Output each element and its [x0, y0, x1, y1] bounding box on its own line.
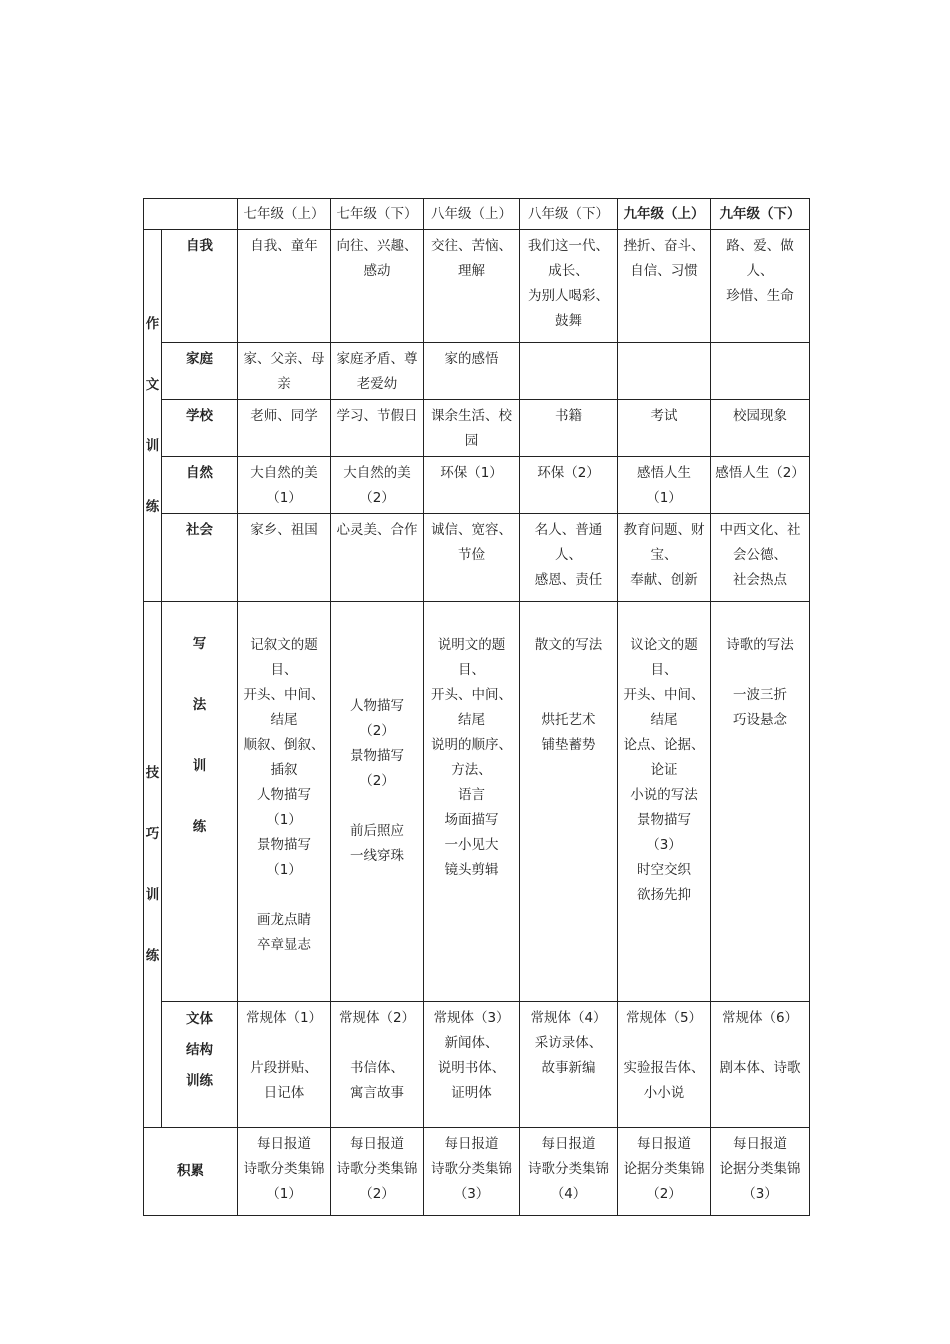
cell-content: [238, 400, 330, 431]
genre-structure-cell: [238, 1002, 331, 1128]
genre-structure-label: [162, 1002, 238, 1128]
cell-line: 每日报道: [541, 1136, 596, 1152]
cell-content: [711, 230, 809, 311]
cell-line: 烘托艺术: [541, 712, 596, 728]
cell-line: （1）: [646, 490, 682, 506]
cell-content: [331, 343, 423, 399]
writing-method-cell: [424, 602, 520, 1002]
label-char: 训练: [186, 1073, 213, 1089]
cell-line: 家的感悟: [444, 351, 499, 367]
cell-content: [618, 400, 710, 431]
cell-content: [238, 1002, 330, 1108]
cell-line: 日记体: [263, 1085, 305, 1101]
cell-content: [618, 457, 710, 513]
cell-line: （1）: [266, 490, 302, 506]
cell-line: （1）: [266, 812, 302, 828]
writing-method-cell: [520, 602, 618, 1002]
cell-content: [331, 1128, 423, 1209]
topic-cell: [711, 514, 810, 602]
cell-line: 会公德、: [733, 547, 787, 563]
cell-line: 社会热点: [733, 572, 787, 588]
cell-line: 人物描写: [257, 787, 311, 803]
topic-cell: [711, 230, 810, 343]
cell-content: [711, 400, 809, 431]
cell-content: [424, 343, 519, 374]
topic-cell: [331, 400, 424, 457]
cell-line: 环保（2）: [537, 465, 600, 481]
cell-line: 方法、: [451, 762, 492, 778]
cell-line: 目、: [650, 662, 678, 678]
cell-content: [520, 602, 617, 760]
composition-section-title: [144, 230, 162, 602]
cell-line: 园: [464, 433, 479, 449]
cell-line: 节俭: [458, 547, 485, 563]
cell-line: 自我、童年: [250, 238, 318, 254]
cell-content: [331, 230, 423, 286]
cell-line: 目、: [270, 662, 298, 678]
cell-line: 镜头剪辑: [444, 862, 499, 878]
cell-line: [521, 658, 616, 683]
cell-line: [332, 1031, 422, 1056]
label-char: 结构: [186, 1042, 213, 1058]
genre-structure-cell: [711, 1002, 810, 1128]
cell-line: [619, 1031, 709, 1056]
cell-line: （2）: [359, 723, 395, 739]
cell-line: 成长、: [548, 263, 589, 279]
cell-line: 校园现象: [733, 408, 787, 424]
cell-content: [618, 1128, 710, 1209]
label-char: 法: [192, 697, 207, 713]
cell-line: （3）: [742, 1186, 778, 1202]
composition-row: [144, 343, 810, 400]
cell-line: 一波三折: [733, 687, 787, 703]
cell-line: 名人、普通: [534, 522, 603, 538]
topic-cell: [331, 514, 424, 602]
section-title-char: 练: [145, 947, 160, 964]
cell-line: 议论文的题: [630, 637, 698, 653]
cell-line: 诗歌分类集锦: [243, 1161, 325, 1177]
cell-content: [520, 230, 617, 336]
cell-content: [424, 1128, 519, 1209]
grade-9a: 九年级（上）: [618, 199, 711, 230]
cell-line: 感恩、责任: [534, 572, 603, 588]
cell-content: [618, 230, 710, 286]
cell-content: [520, 1128, 617, 1209]
cell-content: [238, 1128, 330, 1209]
cell-content: [618, 1002, 710, 1108]
cell-line: 路、爱、做: [726, 238, 794, 254]
cell-line: （2）: [359, 490, 395, 506]
genre-structure-row: [144, 1002, 810, 1128]
cell-content: [424, 457, 519, 488]
cell-line: 语言: [458, 787, 485, 803]
topic-cell: [520, 514, 618, 602]
cell-line: 我们这一代、: [528, 238, 609, 254]
grade-8b: 八年级（下）: [520, 199, 618, 230]
cell-line: 常规体（3）: [433, 1010, 510, 1026]
cell-content: [238, 230, 330, 261]
genre-structure-cell: [331, 1002, 424, 1128]
topic-cell: [238, 514, 331, 602]
cell-content: [331, 1002, 423, 1108]
cell-line: 开头、中间、: [623, 687, 705, 703]
grade-8a: 八年级（上）: [424, 199, 520, 230]
cell-line: [332, 794, 422, 819]
table-body: [144, 199, 810, 1216]
writing-method-cell: [618, 602, 711, 1002]
cell-content: [331, 602, 423, 871]
cell-line: （3）: [646, 837, 682, 853]
cell-content: [618, 343, 710, 349]
accumulation-label: [144, 1128, 238, 1216]
cell-content: [238, 343, 330, 399]
cell-line: 老师、同学: [250, 408, 318, 424]
accumulation-cell: [238, 1128, 331, 1216]
cell-line: 理解: [458, 263, 485, 279]
cell-content: [424, 602, 519, 885]
grade-7a: 七年级（上）: [238, 199, 331, 230]
grade-9b: 九年级（下）: [711, 199, 810, 230]
cell-line: [239, 883, 329, 908]
cell-line: 论点、论据、: [623, 737, 705, 753]
topic-cell: [424, 230, 520, 343]
cell-line: 片段拼贴、: [250, 1060, 318, 1076]
cell-line: 自信、习惯: [630, 263, 698, 279]
cell-line: 时空交织: [637, 862, 691, 878]
cell-line: 诗歌的写法: [726, 637, 794, 653]
cell-line: 证明体: [451, 1085, 492, 1101]
genre-structure-cell: [520, 1002, 618, 1128]
topic-cell: [424, 514, 520, 602]
cell-content: [424, 400, 519, 456]
cell-line: 每日报道: [733, 1136, 787, 1152]
cell-content: [520, 343, 617, 349]
cell-line: [239, 1031, 329, 1056]
cell-content: [238, 514, 330, 545]
cell-line: 一小见大: [444, 837, 499, 853]
cell-line: 常规体（4）: [530, 1010, 607, 1026]
topic-cell: [331, 230, 424, 343]
accumulation-row: [144, 1128, 810, 1216]
cell-line: 大自然的美: [343, 465, 411, 481]
cell-line: 诗歌分类集锦: [431, 1161, 512, 1177]
cell-line: 考试: [650, 408, 678, 424]
topic-label-text: 家庭: [186, 351, 213, 367]
topic-label: [162, 230, 238, 343]
cell-line: 每日报道: [444, 1136, 499, 1152]
accumulation-cell: [520, 1128, 618, 1216]
topic-cell: [331, 457, 424, 514]
cell-line: 中西文化、社: [719, 522, 801, 538]
cell-content: [331, 514, 423, 545]
cell-content: [520, 514, 617, 595]
header-row: [144, 199, 810, 230]
cell-line: 每日报道: [350, 1136, 404, 1152]
cell-line: 说明的顺序、: [431, 737, 512, 753]
label-char: 练: [192, 819, 207, 835]
cell-line: （1）: [266, 1186, 302, 1202]
cell-content: [424, 1002, 519, 1108]
cell-line: 交往、苦恼、: [431, 238, 512, 254]
cell-content: [711, 514, 809, 595]
cell-line: 家庭矛盾、尊: [336, 351, 418, 367]
cell-line: 家、父亲、母: [243, 351, 325, 367]
topic-cell: [711, 343, 810, 400]
cell-line: 家乡、祖国: [250, 522, 318, 538]
cell-content: [331, 400, 423, 431]
composition-row: [144, 457, 810, 514]
grade-7b: 七年级（下）: [331, 199, 424, 230]
cell-line: 人物描写: [350, 698, 404, 714]
cell-line: [712, 658, 808, 683]
cell-line: 散文的写法: [534, 637, 603, 653]
cell-line: 寓言故事: [350, 1085, 404, 1101]
cell-line: 目、: [458, 662, 485, 678]
topic-label-text: 社会: [186, 522, 213, 538]
cell-line: （2）: [359, 773, 395, 789]
cell-line: 书信体、: [350, 1060, 404, 1076]
cell-content: [711, 1002, 809, 1083]
cell-line: 论证: [650, 762, 678, 778]
label-char: 文体: [186, 1011, 213, 1027]
topic-cell: [618, 343, 711, 400]
cell-content: [711, 457, 809, 488]
cell-content: [424, 514, 519, 570]
cell-content: [711, 602, 809, 735]
writing-method-label: [162, 602, 238, 1002]
cell-line: 感悟人生（2）: [715, 465, 805, 481]
cell-line: （2）: [646, 1186, 682, 1202]
cell-line: 诗歌分类集锦: [336, 1161, 418, 1177]
cell-line: 感动: [363, 263, 391, 279]
topic-cell: [238, 400, 331, 457]
topic-cell: [520, 230, 618, 343]
cell-line: 欲扬先抑: [637, 887, 691, 903]
cell-line: 景物描写: [350, 748, 404, 764]
topic-cell: [331, 343, 424, 400]
writing-method-cell: [331, 602, 424, 1002]
cell-line: 场面描写: [444, 812, 499, 828]
cell-line: 一线穿珠: [350, 848, 404, 864]
cell-line: 开头、中间、: [431, 687, 512, 703]
cell-content: [618, 514, 710, 595]
cell-line: 画龙点睛: [257, 912, 311, 928]
section-title-char: 练: [145, 498, 160, 515]
topic-cell: [238, 457, 331, 514]
cell-line: 小说的写法: [630, 787, 698, 803]
cell-line: 卒章显志: [257, 937, 311, 953]
topic-label: [162, 514, 238, 602]
section-title-char: 训: [145, 886, 160, 903]
cell-line: （2）: [359, 1186, 395, 1202]
cell-line: 采访录体、: [534, 1035, 603, 1051]
accumulation-cell: [331, 1128, 424, 1216]
cell-content: [238, 602, 330, 960]
topic-cell: [520, 343, 618, 400]
cell-line: 环保（1）: [440, 465, 503, 481]
cell-line: 宝、: [650, 547, 678, 563]
topic-label-text: 学校: [186, 408, 213, 424]
cell-line: 为别人喝彩、: [528, 288, 609, 304]
writing-method-cell: [238, 602, 331, 1002]
cell-line: 人、: [555, 547, 582, 563]
writing-method-row: [144, 602, 810, 1002]
topic-label: [162, 457, 238, 514]
cell-line: 论据分类集锦: [623, 1161, 705, 1177]
cell-line: 学习、节假日: [336, 408, 418, 424]
composition-row: [144, 514, 810, 602]
cell-line: 每日报道: [637, 1136, 691, 1152]
cell-line: 论据分类集锦: [719, 1161, 801, 1177]
cell-line: 珍惜、生命: [726, 288, 794, 304]
genre-structure-cell: [424, 1002, 520, 1128]
cell-line: 常规体（2）: [338, 1010, 416, 1026]
accumulation-cell: [424, 1128, 520, 1216]
accumulation-cell: [618, 1128, 711, 1216]
topic-cell: [711, 400, 810, 457]
cell-content: [424, 230, 519, 286]
cell-line: 结尾: [458, 712, 485, 728]
cell-line: （4）: [550, 1186, 587, 1202]
cell-content: [520, 1002, 617, 1083]
cell-line: 常规体（5）: [625, 1010, 703, 1026]
cell-line: 向往、兴趣、: [336, 238, 418, 254]
genre-structure-cell: [618, 1002, 711, 1128]
topic-label: [162, 343, 238, 400]
cell-line: 说明书体、: [437, 1060, 506, 1076]
cell-line: 前后照应: [350, 823, 404, 839]
cell-line: 新闻体、: [444, 1035, 499, 1051]
section-title-char: 文: [145, 376, 160, 393]
cell-line: 常规体（6）: [721, 1010, 799, 1026]
cell-line: 挫折、奋斗、: [623, 238, 705, 254]
composition-row: [144, 230, 810, 343]
cell-line: 大自然的美: [250, 465, 318, 481]
cell-line: 鼓舞: [555, 313, 582, 329]
cell-line: 诗歌分类集锦: [528, 1161, 609, 1177]
cell-line: 人、: [746, 263, 774, 279]
cell-line: （1）: [266, 862, 302, 878]
topic-cell: [618, 514, 711, 602]
cell-line: 顺叙、倒叙、: [243, 737, 325, 753]
cell-line: 感悟人生: [637, 465, 691, 481]
topic-cell: [618, 457, 711, 514]
cell-line: 心灵美、合作: [336, 522, 418, 538]
cell-line: 故事新编: [541, 1060, 596, 1076]
cell-line: 记叙文的题: [250, 637, 318, 653]
cell-line: 巧设悬念: [733, 712, 787, 728]
cell-line: 诚信、宽容、: [431, 522, 512, 538]
cell-line: 景物描写: [257, 837, 311, 853]
topic-cell: [424, 343, 520, 400]
cell-content: [331, 457, 423, 513]
cell-line: 实验报告体、: [623, 1060, 705, 1076]
topic-label-text: 自然: [186, 465, 213, 481]
cell-line: 插叙: [270, 762, 298, 778]
topic-cell: [238, 230, 331, 343]
section-title-char: 作: [145, 315, 160, 332]
cell-content: [711, 1128, 809, 1209]
cell-content: [520, 457, 617, 488]
cell-line: 教育问题、财: [623, 522, 705, 538]
cell-line: [521, 683, 616, 708]
cell-line: 每日报道: [257, 1136, 311, 1152]
topic-cell: [618, 230, 711, 343]
cell-line: 小小说: [643, 1085, 685, 1101]
cell-line: 铺垫蓄势: [541, 737, 596, 753]
writing-method-cell: [711, 602, 810, 1002]
cell-content: [238, 457, 330, 513]
cell-line: （3）: [453, 1186, 490, 1202]
cell-line: 景物描写: [637, 812, 691, 828]
cell-line: 奉献、创新: [630, 572, 698, 588]
cell-line: 剧本体、诗歌: [719, 1060, 801, 1076]
topic-cell: [424, 400, 520, 457]
topic-cell: [520, 457, 618, 514]
cell-line: 亲: [277, 376, 291, 392]
topic-cell: [711, 457, 810, 514]
label-char: 训: [192, 758, 207, 774]
corner-cell: [144, 199, 238, 230]
cell-line: 课余生活、校: [431, 408, 512, 424]
accumulation-label-text: 积累: [177, 1163, 204, 1179]
cell-line: 书籍: [555, 408, 582, 424]
cell-line: 开头、中间、: [243, 687, 325, 703]
section-title-char: 技: [145, 764, 160, 781]
topic-cell: [424, 457, 520, 514]
topic-label: [162, 400, 238, 457]
topic-label-text: 自我: [186, 238, 213, 254]
cell-line: [712, 1031, 808, 1056]
cell-content: [618, 602, 710, 910]
cell-line: 常规体（1）: [245, 1010, 323, 1026]
section-title-char: 训: [145, 437, 160, 454]
cell-line: 结尾: [650, 712, 678, 728]
label-char: 写: [192, 636, 207, 652]
topic-cell: [238, 343, 331, 400]
cell-line: 结尾: [270, 712, 298, 728]
cell-content: [711, 343, 809, 349]
composition-row: [144, 400, 810, 457]
section-title-char: 巧: [145, 825, 160, 842]
cell-line: 说明文的题: [437, 637, 506, 653]
cell-content: [520, 400, 617, 431]
skills-section-title: [144, 602, 162, 1128]
topic-cell: [618, 400, 711, 457]
topic-cell: [520, 400, 618, 457]
accumulation-cell: [711, 1128, 810, 1216]
writing-curriculum-table: [143, 198, 810, 1216]
cell-line: 老爱幼: [356, 376, 398, 392]
